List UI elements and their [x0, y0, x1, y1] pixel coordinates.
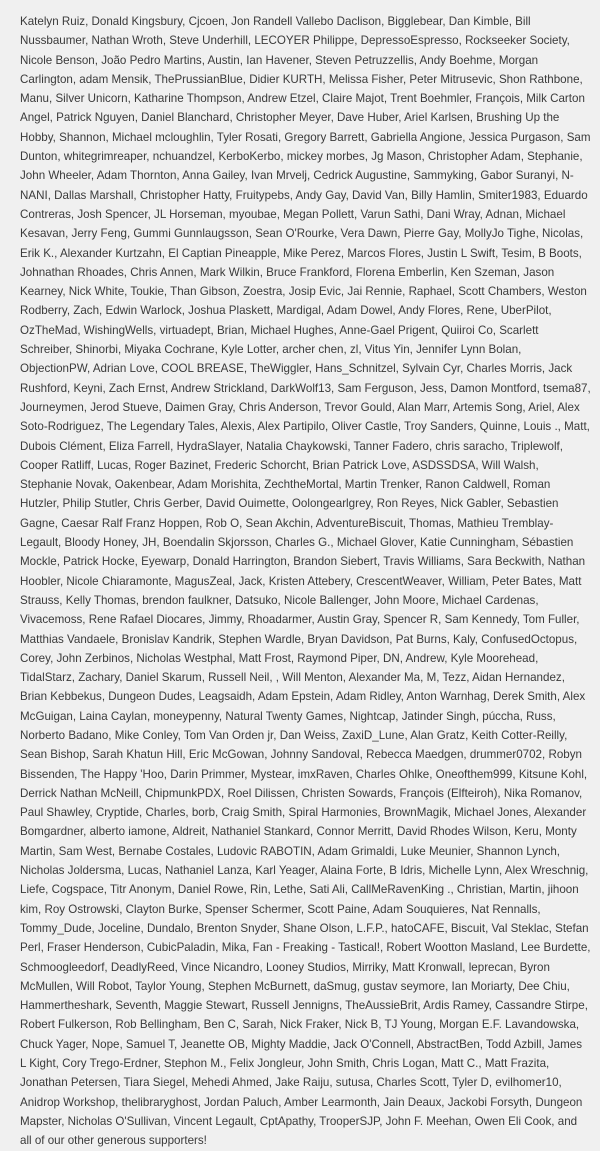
supporters-list: Katelyn Ruiz, Donald Kingsbury, Cjcoen, Jon Randell Vallebo Daclison, Bigglebear, Dan Kimble, Bill Nussbaumer, Nathan Wroth, Steve Underhill, LECOYER Philippe, DepressoEspresso, Rockseeker Society, Nicole Benson, João Pedro Martins, Austin, Ian Havener, Steven Petruzzellis, Andy Boehme, Morgan Carlington, adam Mensik, ThePrussianBlue, Didier KURTH, Melissa Fisher, Peter Mitrusevic, Shon Rathbone, Manu, Silver Unicorn, Katharine Thompson, Andrew Etzel, Claire Majot, Trent Boehmler, François, Milk Carton Angel, Patrick Nguyen, Daniel Blanchard, Christopher Meyer, Dave Huber, Ariel Karlsen, Brushing Up the Hobby, Shannon, Michael mcloughlin, Tyler Rosati, Gregory Barrett, Gabriella Angione, Jessica Purgason, Sam Dunton, whitegrimreaper, nchuandzel, KerboKerbo, mickey morbes, Jg Mason, Christopher Adam, Stephanie, John Wheeler, Adam Thornton, Anna Gailey, Ivan Mrvelj, Cedrick Augustine, Sammyking, Gabor Suranyi, N-NANI, Dallas Marshall, Christopher Hatty, Fruitypebs, Andy Gay, David Van, Billy Hamlin, Smiter1983, Eduardo Contreras, Josh Spencer, JL Horseman, myoubae, Megan Pollett, Varun Sathi, Dani Wray, Adnan, Michael Kesavan, Jerry Feng, Gummi Gunnlaugsson, Sean O'Rourke, Vera Dawn, Pierre Gay, MollyJo Tighe, Nicolas, Erik K., Alexander Kurtzahn, El Captian Pineapple, Mike Perez, Marcos Flores, Justin L Swift, Tesim, B Boots, Johnathan Rhoades, Chris Annen, Mark Wilkin, Bruce Frankford, Florena Emberlin, Ken Szeman, Jason Kearney, Nick White, Toukie, Than Gibson, Zoestra, Josip Evic, Jai Rennie, Raphael, Scott Chambers, Weston Rodberry, Zach, Edwin Warlock, Joshua Plaskett, Mardigal, Adam Dowel, Andy Flores, Rene, UberPilot, OzTheMad, WishingWells, virtuadept, Brian, Michael Hughes, Anne-Gael Prigent, Quiiroi Co, Scarlett Schreiber, Shinorbi, Miyaka Cochrane, Kyle Lotter, archer chen, zl, Vitus Yin, Jennifer Lynn Bolan, ObjectionPW, Adrian Love, COOL BREASE, TheWiggler, Hans_Schnitzel, Sylvain Cyr, Charles Morris, Jack Rushford, Keyni, Zach Ernst, Andrew Strickland, DarkWolf13, Sam Ferguson, Jess, Damon Montford, tsema87, Journeymen, Jerod Stueve, Daimen Gray, Chris Anderson, Trevor Gould, Alan Marr, Artemis Song, Ariel, Alex Soto-Rodriguez, The Legendary Tales, Alexis, Alex Partipilo, Oliver Castle, Troy Sanders, Quinne, Louis ., Matt, Dubois Clément, Eliza Farrell, HydraSlayer, Natalia Chaykowski, Tanner Fadero, chris saracho, Triplewolf, Cooper Ratliff, Lucas, Roger Bazinet, Frederic Schorcht, Brian Patrick Love, ASDSSDSA, Will Walsh, Stephanie Novak, Oakenbear, Adam Morishita, ZechtheMortal, Martin Trenker, Ranon Caldwell, Roman Hutzler, Philip Stutler, Chris Gerber, David Ouimette, Oolongearlgrey, Ron Reyes, Nick Gabler, Sebastien Gagne, Caesar Ralf Franz Hoppen, Rob O, Sean Akchin, AdventureBiscuit, Thomas, Mathieu Tremblay-Legault, Bloody Honey, JH, Boendalin Skjorsson, Charles G., Michael Glover, Katie Cunningham, Sébastien Mockle, Patrick Hocke, Eyewarp, Donald Harrington, Brandon Siebert, Travis Williams, Sara Beckwith, Nathan Hoobler, Nicole Chiaramonte, MagusZeal, Jack, Kristen Attebery, CrescentWeaver, William, Peter Bates, Matt Strauss, Kelly Thomas, brendon faulkner, Datsuko, Nicole Ballenger, John Moore, Michael Cardenas, Vivacemoss, Rene Rafael Diocares, Jimmy, Rhoadarmer, Austin Gray, Spencer R, Sam Kennedy, Tom Fuller, Matthias Vandaele, Bronislav Kandrik, Stephen Wardle, Bryan Davidson, Pat Burns, Kaly, ConfusedOctopus, Corey, John Zerbinos, Nicholas Westphal, Matt Frost, Raymond Piper, DN, Andrew, Kyle Moorehead, TidalStarz, Zachary, Daniel Skarum, Russell Neil, , Will Menton, Alexander Ma, M, Tezz, Aidan Hernandez, Brian Kebbekus, Dungeon Dudes, Leagsaidh, Adam Epstein, Adam Ridley, Anton Warnhag, Derek Smith, Alex McGuigan, Laina Caylan, moneypenny, Natural Twenty Games, Nightcap, Jatinder Singh, púccha, Russ, Norberto Badano, Mike Conley, Tom Van Orden jr, Dan Weiss, ZaxiD_Lune, Alan Gratz, Keith Cotter-Reilly, Sean Bishop, Sarah Khatun Hill, Eric McGowan, Johnny Sandoval, Rebecca Maedgen, drummer0702, Robyn Bissenden, The Happy 'Hoo, Darin Primmer, Mystear, imxRaven, Charles Ohlke, Oneofthem999, Kitsune Kohl, Derrick Nathan McNeill, ChipmunkPDX, Roel Dilissen, Christen Sowards, François (Elfteiroh), Nika Romanov, Paul Shawley, Cryptide, Charles, borb, Craig Smith, Spiral Harmonies, BrownMagik, Michael Jones, Alexander Bomgardner, alberto iamone, Aldreit, Nathaniel Stankard, Connor Merritt, David Rhodes Wilson, Keru, Monty Martin, Sam West, Bernabe Costales, Ludovic RABOTIN, Adam Grimaldi, Luke Meunier, Shannon Lynch, Nicholas Joldersma, Lucas, Nathaniel Lanza, Karl Yeager, Alaina Forte, B Idris, Michelle Lynn, Alex Wreschnig, Liefe, Cogspace, Titr Anonym, Daniel Rowe, Rin, Lethe, Sati Ali, CallMeRavenKing ., Christian, Martin, jihoon kim, Roy Ostrowski, Clayton Burke, Spenser Schermer, Scott Paine, Adam Souquieres, Nat Rennalls, Tommy_Dude, Joceline, Dundalo, Brenton Snyder, Shane Olson, L.F.P., hatoCAFE, Biscuit, Val Steklac, Stefan Perl, Fraser Henderson, CubicPaladin, Mika, Fan - Freaking - Tastical!, Robert Wootton Masland, Lee Burdette, Schmoogleedorf, DeadlyReed, Vince Nicandro, Looney Studios, Mirriky, Matt Kronwall, leprecan, Byron McMullen, Will Robot, Taylor Young, Stephen McBurnett, daSmug, gustav seymore, Ian Moriarty, Dee Chiu, Hammertheshark, Seventh, Maggie Stewart, Russell Jennigns, TheAussieBrit, Ardis Ramey, Cassandre Stirpe, Robert Fulkerson, Rob Bellingham, Ben C, Sarah, Nick Fraker, Nick B, TJ Young, Morgan E.F. Lavandowska, Chuck Yager, Nope, Samuel T, Jeanette OB, Mighty Maddie, Jack O'Connell, AbstractBen, Todd Azbill, James L Kight, Cory Trego-Erdner, Stephon M., Felix Jongleur, John Smith, Chris Logan, Matt C., Matt Frazita, Jonathan Petersen, Tiara Siegel, Mehedi Ahmed, Jake Raiju, sutusa, Charles Scott, Tyler D, evilhomer10, Anidrop Workshop, thelibraryghost, Jordan Paluch, Amber Learmonth, Jain Deaux, Jackobi Forsyth, Dungeon Mapster, Nicholas O'Sullivan, Vincent Legault, CptApathy, TrooperSJP, John F. Meehan, Owen Eli Cook, and all of our other generous supporters!: [20, 15, 591, 1148]
